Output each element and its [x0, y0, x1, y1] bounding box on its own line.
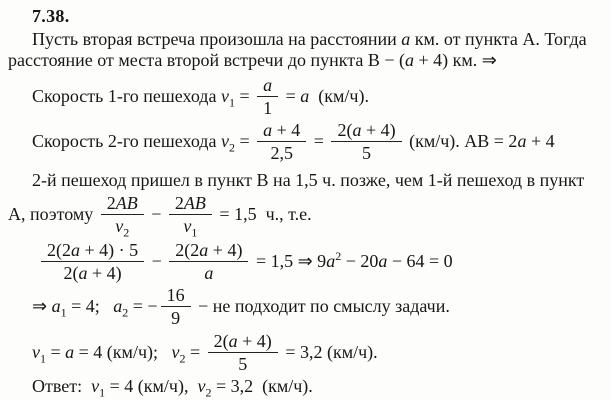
equals-sign: = — [185, 341, 205, 362]
math-var-a: a — [78, 263, 88, 284]
text-segment: 16 — [166, 285, 185, 306]
math-var-v2 — [220, 131, 235, 156]
math-var-v: v — [91, 375, 100, 396]
text-segment: = 1,5 ⇒ 9 — [251, 251, 327, 272]
fraction-denominator — [232, 353, 253, 374]
text-segment: = 3,2 (км/ч). — [280, 341, 378, 362]
equals-sign: = — [234, 131, 255, 152]
math-a-squared — [326, 251, 341, 272]
implies-arrow: ⇒ — [32, 296, 52, 317]
fraction-numerator — [208, 331, 278, 353]
math-var-a: a — [401, 29, 411, 49]
math-var-v: v — [197, 375, 206, 396]
math-var-v: v — [171, 341, 180, 362]
roots-line — [32, 285, 605, 328]
math-var-v: v — [183, 215, 192, 236]
text-segment: + 4) — [237, 330, 272, 351]
delay-line-1 — [32, 170, 605, 191]
text-segment: − 20 — [341, 251, 379, 272]
math-var-a: a — [352, 120, 362, 141]
speeds-result-line — [32, 331, 605, 374]
math-var-a: a — [326, 251, 336, 272]
text-segment: 2(2 — [175, 239, 200, 260]
math-var-v: v — [32, 341, 40, 362]
text-segment: 2( — [337, 120, 353, 141]
quadratic-equation-line — [38, 240, 605, 283]
math-var-a: a — [378, 251, 388, 272]
math-var-a: a — [65, 341, 75, 362]
fraction-denominator — [198, 262, 219, 283]
math-var-a: a — [404, 50, 414, 70]
math-var-a2 — [113, 296, 129, 320]
fraction-denominator — [165, 307, 186, 328]
math-var-a: a — [51, 296, 61, 317]
math-var-v: v — [115, 215, 124, 236]
math-var-v: v — [220, 86, 229, 107]
subscript: 1 — [99, 385, 106, 400]
subscript: 1 — [40, 351, 46, 366]
text-segment: = 3,2 (км/ч). — [211, 375, 313, 396]
fraction-numerator — [169, 240, 248, 262]
fraction — [169, 240, 248, 283]
math-var-v1 — [91, 375, 106, 400]
fraction-denominator — [109, 215, 135, 240]
fraction-denominator — [257, 97, 278, 118]
fraction — [257, 75, 278, 118]
fraction-numerator — [257, 120, 306, 142]
fraction-numerator — [169, 193, 212, 215]
answer-label: Ответ: — [32, 375, 92, 396]
math-var-a: a — [204, 263, 214, 284]
fraction — [161, 285, 191, 328]
math-var-v2 — [197, 375, 212, 400]
fraction-numerator — [101, 193, 144, 215]
subscript: 2 — [179, 351, 186, 366]
text-segment: = − — [128, 296, 158, 317]
text-segment: расстояние от места второй встречи до пункта В − ( — [8, 50, 405, 70]
text-segment: Скорость 2-го пешехода — [32, 131, 221, 152]
delay-line-2 — [8, 192, 605, 240]
text-segment: 2 — [174, 192, 184, 213]
subscript: 1 — [228, 95, 235, 110]
math-var-a: a — [71, 239, 80, 260]
text-segment: Скорость 1-го пешехода — [32, 86, 221, 107]
minus-sign: − — [147, 251, 167, 272]
equals-sign: = — [281, 86, 301, 107]
math-var-v: v — [220, 131, 229, 152]
text-segment: − 64 = 0 — [387, 251, 453, 272]
text-segment: + 4 — [526, 131, 555, 152]
text-segment: 5 — [362, 143, 372, 164]
fraction-denominator — [177, 215, 203, 240]
text-segment: = 1,5 ч., т.е. — [214, 203, 312, 224]
subscript: 2 — [122, 306, 129, 320]
math-var-a: a — [113, 296, 123, 317]
unit-label: (км/ч). — [309, 86, 369, 107]
text-segment: + 4) — [87, 263, 122, 284]
subscript: 1 — [60, 306, 67, 320]
text-segment: 2( — [213, 330, 229, 351]
text-segment: 2,5 — [270, 143, 293, 164]
fraction — [101, 192, 144, 240]
fraction-denominator — [356, 142, 377, 163]
fraction-numerator — [331, 120, 401, 142]
answer-line — [32, 375, 605, 400]
text-segment: + 4) · 5 — [80, 239, 139, 260]
speed2-line — [32, 120, 605, 163]
math-var-v1 — [220, 86, 235, 110]
fraction — [169, 192, 212, 240]
equals-sign: = — [309, 131, 329, 152]
math-var-v2 — [171, 341, 186, 366]
text-segment: + 4) — [208, 239, 243, 260]
text-segment: = 4 (км/ч); — [74, 341, 172, 362]
text-segment: 2(2 — [47, 239, 71, 260]
fraction-denominator — [264, 142, 299, 163]
math-var-a: a — [263, 120, 273, 141]
subscript: 2 — [123, 225, 130, 240]
subscript: 1 — [191, 225, 198, 240]
text-segment: − не подходит по смыслу задачи. — [193, 296, 450, 317]
fraction — [208, 331, 278, 374]
equals-sign: = — [234, 86, 255, 107]
text-segment: = 4; — [66, 296, 114, 317]
fraction-numerator — [161, 285, 191, 307]
text-segment: 5 — [238, 353, 248, 374]
intro-line-1 — [32, 29, 605, 50]
text-segment: 2( — [63, 263, 79, 284]
text-segment: км. от пункта А. Тогда — [410, 29, 587, 49]
fraction-numerator — [257, 75, 278, 97]
subscript: 2 — [205, 385, 212, 400]
math-var-a: a — [228, 330, 238, 351]
equals-sign: = — [46, 341, 66, 362]
math-var-ab: AB — [183, 192, 206, 213]
text-segment: + 4) км. ⇒ — [413, 50, 497, 70]
text-segment: + 4) — [361, 120, 396, 141]
math-var-a: a — [517, 131, 527, 152]
text-segment: 1 — [263, 98, 273, 119]
fraction — [331, 120, 401, 163]
text-segment: Пусть вторая встреча произошла на расстоянии — [32, 29, 402, 49]
speed1-line — [32, 75, 605, 118]
fraction-numerator — [41, 240, 144, 262]
problem-number: 7.38. — [32, 6, 70, 26]
superscript: 2 — [335, 249, 342, 264]
text-segment: + 4 — [272, 120, 301, 141]
math-var-a1 — [51, 296, 67, 320]
math-var-a: a — [300, 86, 310, 107]
math-var-a: a — [263, 75, 273, 95]
subscript: 2 — [228, 141, 235, 156]
intro-line-2 — [8, 50, 605, 71]
text-segment: А, поэтому — [8, 203, 98, 224]
unit-label: (км/ч). АВ = 2 — [404, 131, 518, 152]
minus-sign: − — [146, 203, 166, 224]
math-var-ab: AB — [115, 192, 138, 213]
text-segment: = 4 (км/ч), — [105, 375, 198, 396]
fraction — [41, 240, 144, 283]
math-var-v1 — [32, 341, 46, 366]
math-var-a: a — [199, 239, 209, 260]
fraction-denominator — [57, 262, 127, 283]
text-segment: 2 — [106, 192, 116, 213]
text-segment: 2-й пешеход пришел в пункт В на 1,5 ч. позже, чем 1-й пешеход в пункт — [32, 169, 585, 190]
text-segment: 9 — [171, 308, 181, 329]
fraction — [257, 120, 306, 163]
